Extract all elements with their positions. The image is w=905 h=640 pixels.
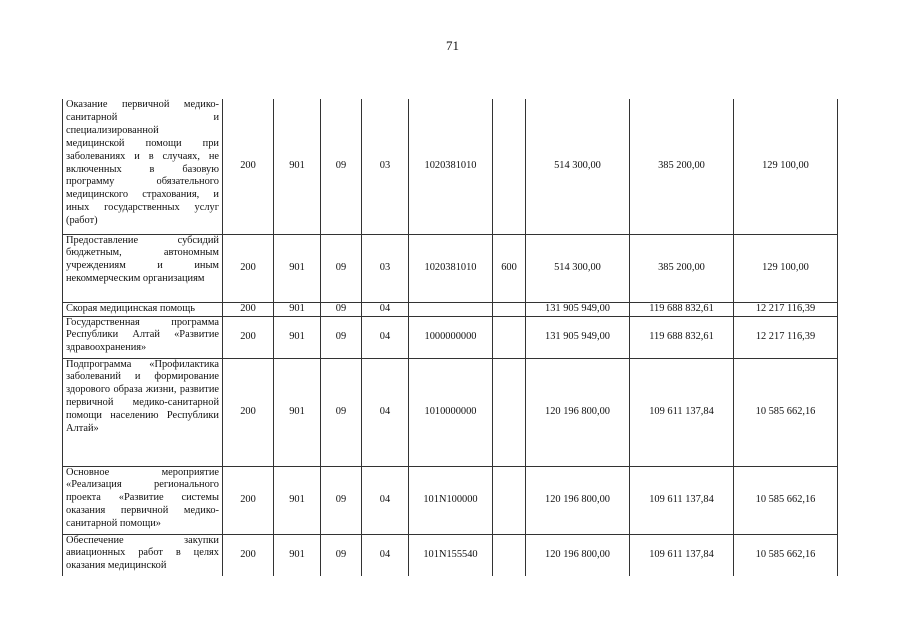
row-section: 09	[321, 302, 362, 316]
row-sum1: 514 300,00	[526, 99, 630, 234]
row-sum1: 131 905 949,00	[526, 302, 630, 316]
row-kind	[493, 466, 526, 534]
row-target: 101N155540	[409, 534, 493, 576]
table-row	[63, 358, 838, 466]
row-kind	[493, 316, 526, 358]
row-code2: 901	[274, 534, 321, 576]
row-code1: 200	[223, 466, 274, 534]
row-subsection: 04	[362, 302, 409, 316]
row-name: Предоставление субсидий бюджетным, автономным учреждениям и иным некоммерческим организациям	[63, 234, 223, 302]
row-subsection: 04	[362, 534, 409, 576]
row-code1: 200	[223, 316, 274, 358]
row-section: 09	[321, 234, 362, 302]
row-sum2: 109 611 137,84	[630, 466, 734, 534]
row-kind: 600	[493, 234, 526, 302]
row-sum3: 12 217 116,39	[734, 316, 838, 358]
row-code1: 200	[223, 99, 274, 234]
budget-table	[62, 99, 838, 576]
row-sum3: 10 585 662,16	[734, 358, 838, 466]
row-sum3: 129 100,00	[734, 99, 838, 234]
row-target: 101N100000	[409, 466, 493, 534]
row-sum2: 119 688 832,61	[630, 316, 734, 358]
row-section: 09	[321, 358, 362, 466]
row-name: Основное мероприятие «Реализация регионального проекта «Развитие системы оказания первичной медико-санитарной помощи»	[63, 466, 223, 534]
row-name: Государственная программа Республики Алтай «Развитие здравоохранения»	[63, 316, 223, 358]
row-kind	[493, 302, 526, 316]
row-sum1: 120 196 800,00	[526, 358, 630, 466]
row-code2: 901	[274, 99, 321, 234]
row-name: Оказание первичной медико-санитарной и специализированной медицинской помощи при заболеваниях и в случаях, не включенных в базовую программу обязательного медицинского страхования, и иных государственных услуг (работ)	[63, 99, 223, 234]
row-subsection: 04	[362, 358, 409, 466]
row-subsection: 03	[362, 234, 409, 302]
row-sum3: 129 100,00	[734, 234, 838, 302]
row-target: 1010000000	[409, 358, 493, 466]
row-sum3: 10 585 662,16	[734, 466, 838, 534]
row-code2: 901	[274, 302, 321, 316]
row-sum3: 10 585 662,16	[734, 534, 838, 576]
row-code2: 901	[274, 316, 321, 358]
row-kind	[493, 358, 526, 466]
row-code1: 200	[223, 358, 274, 466]
row-code1: 200	[223, 534, 274, 576]
row-name: Подпрограмма «Профилактика заболеваний и формирование здорового образа жизни, развитие первичной медико-санитарной помощи населению Республики Алтай»	[63, 358, 223, 466]
row-sum2: 109 611 137,84	[630, 358, 734, 466]
table-row	[63, 234, 838, 302]
row-code2: 901	[274, 358, 321, 466]
row-sum2: 119 688 832,61	[630, 302, 734, 316]
row-subsection: 04	[362, 316, 409, 358]
row-sum1: 131 905 949,00	[526, 316, 630, 358]
row-section: 09	[321, 466, 362, 534]
row-code1: 200	[223, 234, 274, 302]
row-subsection: 03	[362, 99, 409, 234]
row-code2: 901	[274, 234, 321, 302]
row-section: 09	[321, 316, 362, 358]
page-number: 71	[446, 38, 459, 53]
row-target	[409, 302, 493, 316]
row-code1: 200	[223, 302, 274, 316]
table-row	[63, 99, 838, 234]
row-sum2: 385 200,00	[630, 234, 734, 302]
row-section: 09	[321, 534, 362, 576]
row-code2: 901	[274, 466, 321, 534]
table-row	[63, 302, 838, 316]
table-row	[63, 534, 838, 576]
table-row	[63, 466, 838, 534]
row-sum1: 120 196 800,00	[526, 466, 630, 534]
row-target: 1020381010	[409, 234, 493, 302]
row-sum1: 120 196 800,00	[526, 534, 630, 576]
row-sum2: 385 200,00	[630, 99, 734, 234]
row-name: Обеспечение закупки авиационных работ в целях оказания медицинской	[63, 534, 223, 576]
row-target: 1000000000	[409, 316, 493, 358]
row-sum1: 514 300,00	[526, 234, 630, 302]
row-target: 1020381010	[409, 99, 493, 234]
row-name: Скорая медицинская помощь	[63, 302, 223, 316]
row-subsection: 04	[362, 466, 409, 534]
row-sum2: 109 611 137,84	[630, 534, 734, 576]
row-sum3: 12 217 116,39	[734, 302, 838, 316]
table-row	[63, 316, 838, 358]
row-section: 09	[321, 99, 362, 234]
row-kind	[493, 534, 526, 576]
row-kind	[493, 99, 526, 234]
